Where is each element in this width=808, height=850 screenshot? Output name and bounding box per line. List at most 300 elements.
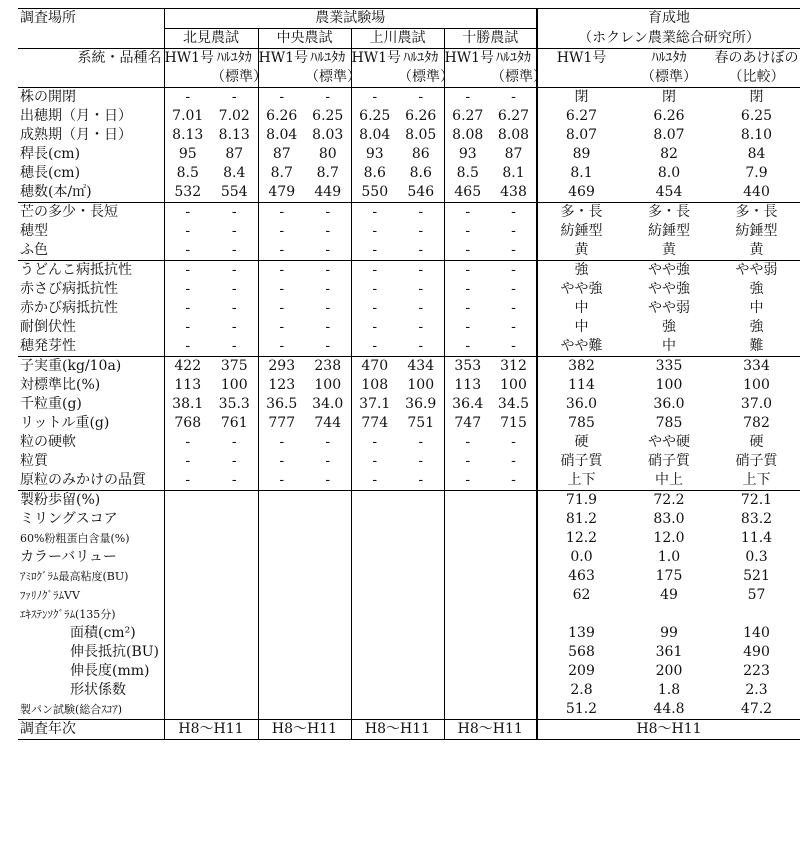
row-label: 粒質 (20, 453, 48, 469)
table-cell: 上下 (742, 472, 771, 488)
table-cell: やや強 (648, 281, 690, 297)
table-row (18, 145, 800, 164)
table-cell: - (258, 452, 305, 471)
table-cell: 140 (743, 625, 770, 641)
row-label: 株の開閉 (18, 88, 164, 108)
row-label: 千粒重(g) (20, 396, 82, 412)
station-tokachi: 十勝農試 (444, 29, 537, 49)
table-cell: - (418, 453, 424, 469)
table-cell: 774 (351, 414, 398, 433)
table-cell (398, 605, 444, 624)
table-cell (491, 548, 537, 567)
table-cell: 293 (258, 357, 305, 377)
table-cell: やや硬 (648, 434, 690, 450)
table-cell: 8.6 (409, 165, 432, 181)
table-cell: 8.6 (351, 164, 398, 183)
table-cell: - (511, 319, 516, 335)
table-cell: - (325, 223, 331, 239)
table-row (18, 299, 800, 318)
table-cell: 硝子質 (537, 452, 625, 471)
table-cell (351, 491, 398, 511)
table-cell (305, 662, 351, 681)
row-label: 穂型 (20, 223, 48, 239)
table-cell: 35.3 (218, 396, 250, 412)
table-cell: 2.3 (745, 682, 768, 698)
table-row (18, 529, 800, 548)
table-cell: 硬 (749, 434, 764, 450)
table-cell: 37.1 (351, 395, 398, 414)
table-cell: - (351, 452, 398, 471)
table-row (18, 433, 800, 452)
table-cell: - (511, 472, 516, 488)
years-breeding: H8～H11 (537, 720, 800, 740)
table-row (18, 586, 800, 605)
row-label: 60%粉粗蛋白含量(%) (20, 532, 130, 545)
table-cell (398, 529, 444, 548)
table-cell: - (325, 472, 331, 488)
row-label: 穂数(本/㎡) (20, 184, 92, 200)
table-row (18, 261, 800, 281)
table-cell: 422 (164, 357, 211, 377)
table-cell: 8.1 (502, 165, 525, 181)
row-label: ふ色 (20, 242, 48, 258)
table-cell (211, 529, 258, 548)
table-cell: 334 (713, 357, 800, 377)
table-cell: - (231, 338, 237, 354)
table-cell (305, 548, 351, 567)
table-cell: 761 (220, 415, 248, 431)
variety-hw1: HW1号 (351, 50, 402, 66)
table-cell (491, 491, 537, 511)
table-cell (444, 529, 491, 548)
table-body (18, 88, 800, 720)
table-cell: - (444, 241, 491, 261)
station-kitami: 北見農試 (164, 29, 258, 49)
table-cell: 難 (749, 338, 764, 354)
table-cell (258, 643, 305, 662)
table-cell (351, 643, 398, 662)
table-cell (351, 681, 398, 700)
row-label: 伸長度(mm) (70, 663, 150, 679)
table-cell (398, 586, 444, 605)
row-label: 出穂期（月・日） (20, 108, 132, 124)
table-cell: 312 (491, 357, 537, 377)
row-label: 穂発芽性 (20, 338, 76, 354)
table-cell: 6.25 (351, 107, 398, 126)
standard-label: （標準） (211, 69, 267, 85)
row-label: 原粒のみかけの品質 (20, 472, 146, 488)
table-cell: 12.0 (653, 530, 685, 546)
breeding-org: （ホクレン農業総合研究所） (537, 29, 800, 49)
table-cell: 硝子質 (648, 453, 690, 469)
table-cell: - (398, 88, 444, 108)
table-cell (211, 586, 258, 605)
row-label: ｱﾐﾛｸﾞﾗﾑ最高粘度(BU) (20, 570, 129, 583)
table-cell (211, 700, 258, 720)
row-label: 形状係数 (70, 682, 126, 698)
table-cell: - (511, 453, 516, 469)
table-row (18, 452, 800, 471)
table-cell: - (351, 433, 398, 452)
table-cell: - (444, 88, 491, 108)
table-cell: - (164, 471, 211, 491)
table-cell (398, 643, 444, 662)
table-cell (351, 548, 398, 567)
table-cell: - (351, 241, 398, 261)
table-cell (444, 643, 491, 662)
table-cell: 715 (500, 415, 527, 431)
table-cell: 44.8 (653, 701, 685, 717)
table-cell (211, 491, 258, 511)
table-cell: - (164, 280, 211, 299)
table-cell: - (491, 261, 537, 281)
table-cell: 36.9 (405, 396, 437, 412)
table-cell: - (398, 203, 444, 223)
table-cell (164, 529, 211, 548)
table-cell (211, 624, 258, 643)
table-cell: - (444, 471, 491, 491)
table-cell: - (444, 337, 491, 357)
variety-label: 系統・品種名 (18, 49, 164, 69)
table-cell (398, 624, 444, 643)
table-cell: 34.0 (312, 396, 344, 412)
variety-hw1: HW1号 (537, 49, 625, 69)
table-cell: 中 (662, 338, 676, 354)
table-cell: - (444, 299, 491, 318)
table-cell: 744 (314, 415, 342, 431)
table-cell (305, 491, 351, 511)
table-cell: 80 (318, 146, 337, 162)
table-cell: やや弱 (648, 300, 690, 316)
table-cell: - (211, 203, 258, 223)
row-label: 伸長抵抗(BU) (70, 644, 160, 660)
table-row (18, 395, 800, 414)
table-cell: 8.13 (164, 126, 211, 145)
variety-haruyutaka: ﾊﾙﾕﾀｶ (305, 49, 351, 69)
table-cell: 747 (444, 414, 491, 433)
table-cell (211, 510, 258, 529)
table-cell: 38.1 (164, 395, 211, 414)
table-cell: - (258, 280, 305, 299)
table-cell: 113 (164, 376, 211, 395)
table-cell (491, 662, 537, 681)
table-cell (258, 567, 305, 586)
table-cell: 100 (314, 377, 342, 393)
table-cell: 469 (537, 183, 625, 203)
table-cell: 490 (743, 644, 770, 660)
table-cell (444, 586, 491, 605)
table-cell (258, 491, 305, 511)
table-cell: 238 (305, 357, 351, 377)
table-cell (164, 548, 211, 567)
table-cell (491, 700, 537, 720)
table-cell (398, 510, 444, 529)
table-cell: - (164, 222, 211, 241)
table-cell: 閉 (625, 88, 713, 108)
variety-hw1: HW1号 (258, 50, 309, 66)
table-cell: 777 (258, 414, 305, 433)
table-cell: 93 (351, 145, 398, 164)
table-cell (444, 605, 491, 624)
table-cell: 7.02 (218, 108, 250, 124)
table-cell: 8.7 (258, 164, 305, 183)
table-cell (351, 700, 398, 720)
table-cell: - (418, 281, 424, 297)
table-cell (537, 605, 625, 624)
table-cell: 550 (351, 183, 398, 203)
table-cell: - (444, 318, 491, 337)
table-cell: 硝子質 (735, 453, 778, 469)
row-label: 製パン試験(総合ｽｺｱ) (20, 703, 123, 716)
table-cell: - (418, 300, 424, 316)
table-cell (258, 700, 305, 720)
table-cell: 閉 (713, 88, 800, 108)
table-cell (491, 681, 537, 700)
table-cell (164, 567, 211, 586)
table-cell (351, 586, 398, 605)
table-row (18, 318, 800, 337)
table-cell (444, 681, 491, 700)
row-label: うどんこ病抵抗性 (18, 261, 164, 281)
table-cell (164, 643, 211, 662)
table-cell: - (351, 88, 398, 108)
row-label: 穂長(cm) (20, 165, 81, 181)
breeding-site-header: 育成地 (537, 9, 800, 29)
table-cell: 6.26 (258, 107, 305, 126)
table-cell: - (258, 241, 305, 261)
table-cell (351, 529, 398, 548)
table-cell: 8.05 (405, 127, 437, 143)
table-cell: - (418, 223, 424, 239)
table-cell (258, 548, 305, 567)
table-cell (164, 624, 211, 643)
table-cell: 黄 (537, 241, 625, 261)
table-cell: 0.0 (537, 548, 625, 567)
table-cell: - (231, 242, 237, 258)
row-label: リットル重(g) (20, 415, 110, 431)
table-cell: やや強 (537, 280, 625, 299)
table-cell: - (418, 434, 424, 450)
table-row (18, 357, 800, 377)
table-cell (491, 510, 537, 529)
table-cell (398, 491, 444, 511)
table-cell: 黄 (749, 242, 764, 258)
table-cell: 中 (537, 299, 625, 318)
table-cell (211, 681, 258, 700)
table-cell (444, 510, 491, 529)
table-cell: - (258, 318, 305, 337)
table-cell: 8.07 (537, 126, 625, 145)
table-cell: - (418, 338, 424, 354)
table-cell: 95 (164, 145, 211, 164)
table-cell: 108 (351, 376, 398, 395)
table-cell: - (351, 222, 398, 241)
table-cell (258, 605, 305, 624)
table-cell: - (351, 280, 398, 299)
table-cell: - (418, 319, 424, 335)
table-cell: 36.5 (258, 395, 305, 414)
table-cell: - (351, 203, 398, 223)
table-cell (351, 605, 398, 624)
table-cell: - (511, 300, 516, 316)
table-cell (211, 662, 258, 681)
table-cell: - (231, 223, 237, 239)
table-cell (398, 662, 444, 681)
table-row (18, 624, 800, 643)
table-cell (164, 605, 211, 624)
table-row (18, 222, 800, 241)
table-cell (351, 624, 398, 643)
table-cell: 83.2 (740, 511, 773, 527)
table-row (18, 491, 800, 511)
survey-years-label: 調査年次 (18, 720, 164, 740)
table-cell: 37.0 (740, 396, 773, 412)
table-cell: 多・長 (713, 203, 800, 223)
table-cell: 34.5 (497, 396, 530, 412)
table-cell: 8.0 (657, 165, 681, 181)
table-cell: 71.9 (537, 491, 625, 511)
table-cell: - (211, 88, 258, 108)
row-label: 子実重(kg/10a) (18, 357, 164, 377)
table-row (18, 471, 800, 491)
table-cell: - (231, 281, 237, 297)
years-kitami: H8～H11 (164, 720, 258, 740)
table-cell: 114 (537, 376, 625, 395)
table-cell (305, 586, 351, 605)
table-cell (625, 605, 713, 624)
table-cell: 中 (537, 318, 625, 337)
table-cell: 87 (258, 145, 305, 164)
row-label: 面積(cm²) (70, 625, 136, 641)
table-cell: - (444, 452, 491, 471)
table-cell: 768 (164, 414, 211, 433)
table-cell: - (351, 337, 398, 357)
table-cell: - (164, 337, 211, 357)
table-cell: - (491, 203, 537, 223)
table-cell (258, 529, 305, 548)
table-cell (305, 567, 351, 586)
table-cell (398, 681, 444, 700)
table-row (18, 376, 800, 395)
table-cell (258, 586, 305, 605)
table-row (18, 700, 800, 720)
table-cell: 36.0 (653, 396, 685, 412)
table-cell: - (491, 88, 537, 108)
table-cell: 353 (444, 357, 491, 377)
table-cell: 紡錘型 (648, 223, 690, 239)
table-row (18, 88, 800, 108)
table-cell (211, 643, 258, 662)
table-cell (211, 605, 258, 624)
row-label: 対標準比(%) (20, 377, 101, 393)
table-cell: 100 (500, 377, 527, 393)
table-cell (305, 529, 351, 548)
variety-haruyutaka: ﾊﾙﾕﾀｶ (491, 49, 537, 69)
table-cell (258, 662, 305, 681)
table-cell: 72.1 (713, 491, 800, 511)
table-cell: 382 (537, 357, 625, 377)
table-cell: 100 (743, 377, 770, 393)
table-cell: 強 (662, 319, 676, 335)
table-cell: 87 (504, 146, 523, 162)
row-label: 赤かび病抵抗性 (20, 300, 118, 316)
table-cell (305, 605, 351, 624)
table-cell: - (164, 241, 211, 261)
table-cell: - (258, 222, 305, 241)
table-cell: 440 (743, 184, 770, 200)
table-row (18, 280, 800, 299)
table-cell: 454 (655, 184, 683, 200)
table-cell: 57 (747, 587, 766, 603)
table-cell (444, 491, 491, 511)
table-cell (258, 624, 305, 643)
variety-haruyutaka: ﾊﾙﾕﾀｶ (211, 49, 258, 69)
table-cell (164, 700, 211, 720)
variety-harunoakebono: 春のあけぼの (714, 50, 799, 66)
table-cell (164, 586, 211, 605)
table-cell (491, 624, 537, 643)
table-cell: 6.25 (740, 108, 773, 124)
compare-label: （比較） (728, 69, 785, 85)
table-cell (491, 605, 537, 624)
table-cell: - (258, 203, 305, 223)
table-row (18, 337, 800, 357)
table-cell (211, 548, 258, 567)
table-cell: 200 (655, 663, 683, 679)
table-cell: - (325, 453, 331, 469)
table-cell: 8.08 (444, 126, 491, 145)
table-cell: - (444, 222, 491, 241)
table-cell: 139 (537, 624, 625, 643)
table-cell (491, 643, 537, 662)
table-cell (351, 510, 398, 529)
table-cell: - (258, 433, 305, 452)
table-row (18, 414, 800, 433)
variety-hw1: HW1号 (444, 50, 495, 66)
table-cell: 782 (743, 415, 770, 431)
table-cell (164, 681, 211, 700)
table-cell: 強 (537, 261, 625, 281)
table-cell: 51.2 (537, 700, 625, 720)
table-cell: 785 (537, 414, 625, 433)
row-label: 稈長(cm) (20, 146, 81, 162)
table-cell (211, 567, 258, 586)
table-cell: 中 (749, 300, 764, 316)
table-cell: 123 (258, 376, 305, 395)
table-cell: - (258, 88, 305, 108)
survey-site-label: 調査場所 (18, 9, 164, 29)
table-cell: 72.2 (625, 491, 713, 511)
table-cell: - (258, 261, 305, 281)
table-cell: 89 (537, 145, 625, 164)
table-cell (351, 662, 398, 681)
table-cell: 209 (537, 662, 625, 681)
table-cell: 閉 (537, 88, 625, 108)
table-cell: - (164, 318, 211, 337)
table-cell: やや難 (537, 337, 625, 357)
table-cell: - (258, 299, 305, 318)
table-row (18, 164, 800, 183)
table-cell: - (511, 434, 516, 450)
table-cell (305, 510, 351, 529)
table-row (18, 241, 800, 261)
table-cell: - (231, 434, 237, 450)
table-cell: 568 (537, 643, 625, 662)
table-row (18, 681, 800, 700)
table-cell: 87 (225, 146, 244, 162)
table-cell: 黄 (662, 242, 676, 258)
table-cell: - (325, 300, 331, 316)
